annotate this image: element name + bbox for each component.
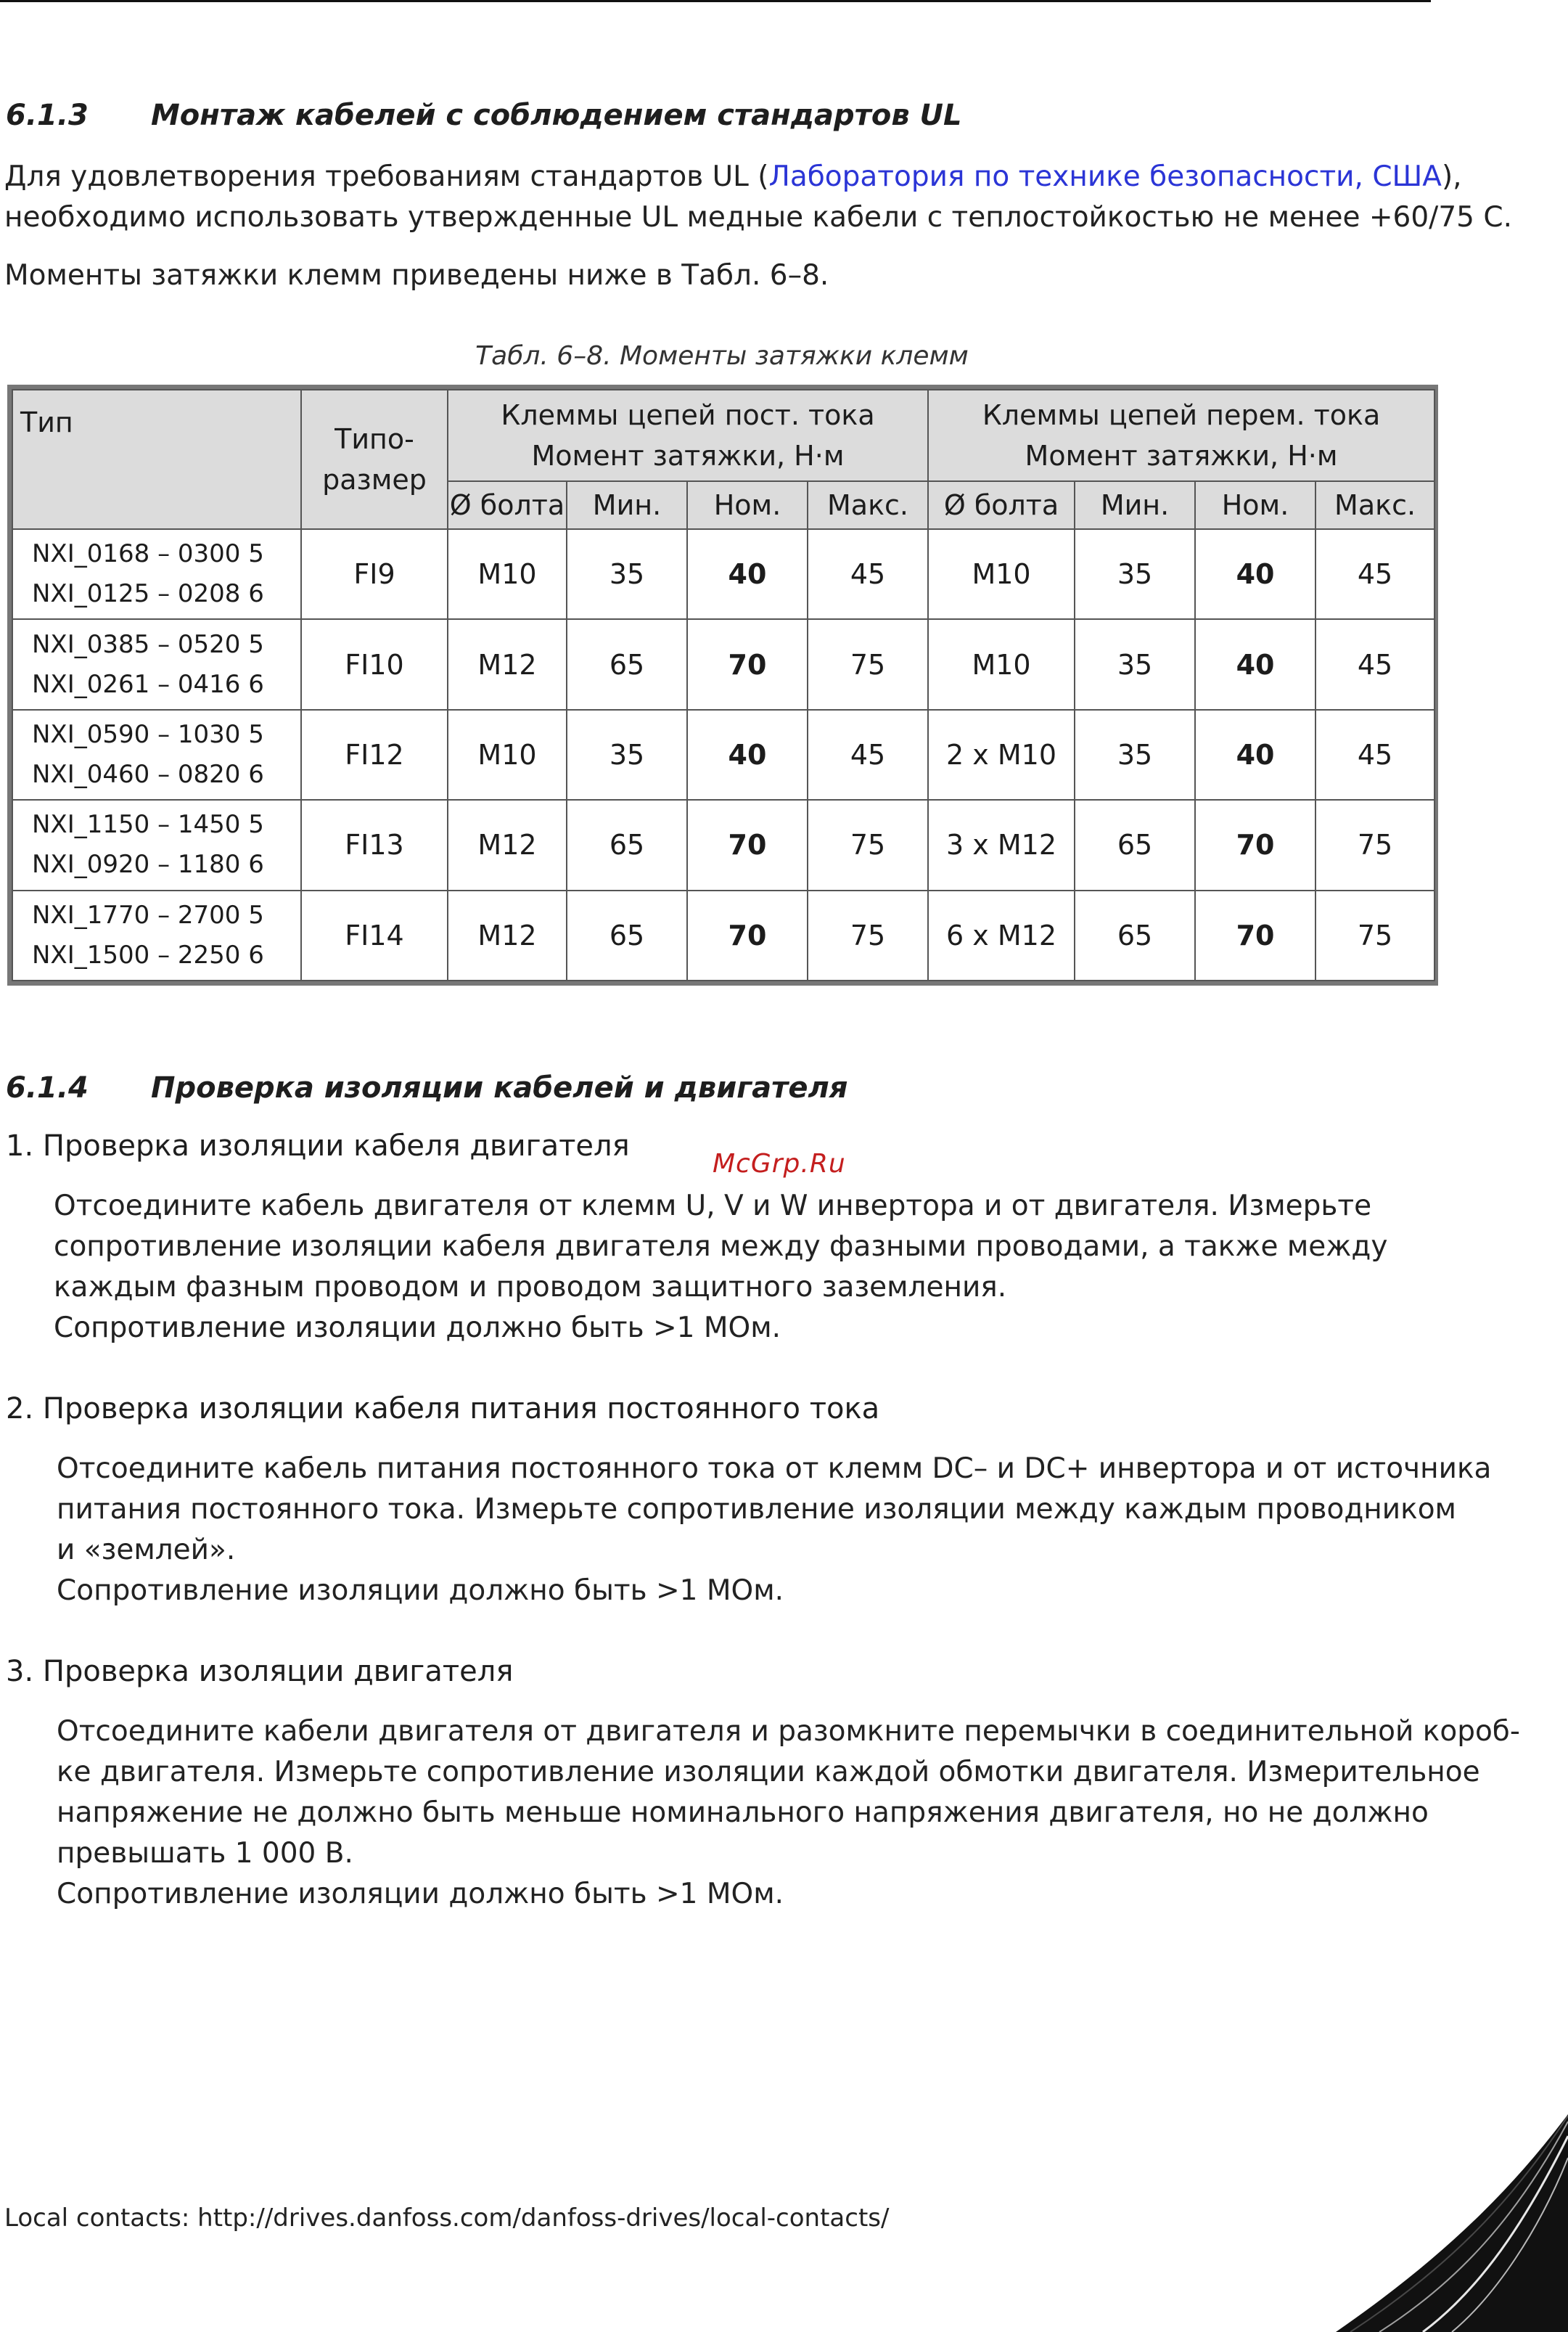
item-2-title: 2. Проверка изоляции кабеля питания постоянного тока [6, 1392, 880, 1425]
type-line-1: NXI_0590 – 1030 5 [32, 719, 264, 749]
dc-nom-cell: 70 [687, 800, 808, 890]
table-row [12, 619, 1434, 709]
item-1-line: Сопротивление изоляции должно быть >1 МОм. [54, 1312, 781, 1344]
ac-min-cell: 65 [1075, 800, 1195, 890]
ac-bolt-cell: 6 x M12 [928, 891, 1075, 981]
size-cell: FI14 [301, 891, 448, 981]
header-ac-line1: Клеммы цепей перем. тока [982, 399, 1381, 431]
watermark: McGrp.Ru [713, 1149, 846, 1179]
section-number: 6.1.4 [6, 1071, 89, 1105]
size-cell: FI13 [301, 800, 448, 890]
dc-min-cell: 65 [567, 891, 687, 981]
header-dc-min: Мин. [567, 481, 687, 529]
type-line-2: NXI_1500 – 2250 6 [32, 940, 264, 970]
ac-nom-cell: 40 [1195, 619, 1315, 709]
ac-nom-cell: 70 [1195, 891, 1315, 981]
header-size-line2: размер [322, 464, 427, 496]
item-1-title: 1. Проверка изоляции кабеля двигателя [6, 1129, 630, 1163]
header-ac-min: Мин. [1075, 481, 1195, 529]
item-2-line: Отсоедините кабель питания постоянного тока от клемм DC– и DC+ инвертора и от источника [57, 1452, 1492, 1485]
header-ac-nom: Ном. [1195, 481, 1315, 529]
dc-nom-cell: 40 [687, 710, 808, 800]
ac-max-cell: 45 [1315, 710, 1434, 800]
corner-swoosh-graphic [1263, 2114, 1568, 2332]
intro-line-1 [4, 157, 1462, 197]
intro-text: Для удовлетворения требованиям стандартов UL ( [4, 160, 769, 193]
intro-text-post: ), [1441, 160, 1462, 193]
size-cell: FI10 [301, 619, 448, 709]
ac-min-cell: 35 [1075, 529, 1195, 619]
ac-nom-cell: 40 [1195, 529, 1315, 619]
type-line-1: NXI_0385 – 0520 5 [32, 629, 264, 659]
type-line-2: NXI_0261 – 0416 6 [32, 669, 264, 699]
ac-nom-cell: 40 [1195, 710, 1315, 800]
dc-bolt-cell: M12 [448, 891, 567, 981]
header-dc-max: Макс. [808, 481, 928, 529]
item-3-line: превышать 1 000 В. [57, 1837, 353, 1870]
header-dc-bolt: Ø болта [448, 481, 567, 529]
ac-bolt-cell: 2 x M10 [928, 710, 1075, 800]
header-type: Тип [12, 390, 301, 529]
dc-nom-cell: 70 [687, 619, 808, 709]
item-3-line: напряжение не должно быть меньше номинального напряжения двигателя, но не должно [57, 1796, 1429, 1829]
dc-bolt-cell: M10 [448, 710, 567, 800]
ac-max-cell: 45 [1315, 529, 1434, 619]
intro-line-3: Моменты затяжки клемм приведены ниже в Табл. 6–8. [4, 259, 829, 292]
header-dc-line1: Клеммы цепей пост. тока [501, 399, 875, 431]
footer-local-contacts: Local contacts: http://drives.danfoss.com/danfoss-drives/local-contacts/ [4, 2204, 890, 2233]
torque-table [7, 385, 1438, 986]
header-size-line1: Типо- [334, 423, 414, 455]
type-line-2: NXI_0920 – 1180 6 [32, 850, 264, 880]
table-caption: Табл. 6–8. Моменты затяжки клемм [475, 341, 969, 371]
item-2-line: Сопротивление изоляции должно быть >1 МОм. [57, 1574, 784, 1607]
type-line-1: NXI_1150 – 1450 5 [32, 810, 264, 840]
type-cell [12, 710, 301, 800]
size-cell: FI12 [301, 710, 448, 800]
ac-min-cell: 35 [1075, 619, 1195, 709]
section-number: 6.1.3 [6, 99, 89, 132]
dc-max-cell: 45 [808, 710, 928, 800]
type-line-2: NXI_0125 – 0208 6 [32, 579, 264, 609]
header-ac-bolt: Ø болта [928, 481, 1075, 529]
ul-link[interactable]: Лаборатория по технике безопасности, США [768, 160, 1442, 193]
type-cell [12, 619, 301, 709]
item-3-title: 3. Проверка изоляции двигателя [6, 1655, 514, 1688]
type-cell [12, 529, 301, 619]
dc-nom-cell: 70 [687, 891, 808, 981]
item-2-line: и «землей». [57, 1534, 236, 1566]
dc-min-cell: 35 [567, 529, 687, 619]
ac-bolt-cell: M10 [928, 619, 1075, 709]
header-dc [448, 390, 928, 481]
dc-max-cell: 75 [808, 800, 928, 890]
ac-nom-cell: 70 [1195, 800, 1315, 890]
type-line-1: NXI_1770 – 2700 5 [32, 900, 264, 930]
table-row [12, 529, 1434, 619]
item-3-line: ке двигателя. Измерьте сопротивление изоляции каждой обмотки двигателя. Измерительное [57, 1756, 1480, 1788]
header-size [301, 390, 448, 529]
ac-min-cell: 65 [1075, 891, 1195, 981]
dc-bolt-cell: M12 [448, 800, 567, 890]
intro-line-2: необходимо использовать утвержденные UL медные кабели с теплостойкостью не менее +60/75 С. [4, 201, 1512, 234]
dc-max-cell: 45 [808, 529, 928, 619]
header-ac-line2: Момент затяжки, Н·м [1025, 440, 1338, 472]
dc-bolt-cell: M10 [448, 529, 567, 619]
item-1-line: сопротивление изоляции кабеля двигателя между фазными проводами, а также между [54, 1230, 1388, 1263]
header-ac [928, 390, 1434, 481]
header-ac-max: Макс. [1315, 481, 1434, 529]
type-line-1: NXI_0168 – 0300 5 [32, 539, 264, 569]
item-3-line: Сопротивление изоляции должно быть >1 МОм. [57, 1878, 784, 1910]
item-1-line: каждым фазным проводом и проводом защитного заземления. [54, 1271, 1007, 1304]
section-title: Проверка изоляции кабелей и двигателя [151, 1071, 848, 1105]
item-1-line: Отсоедините кабель двигателя от клемм U, V и W инвертора и от двигателя. Измерьте [54, 1190, 1372, 1222]
dc-max-cell: 75 [808, 891, 928, 981]
dc-min-cell: 65 [567, 619, 687, 709]
type-line-2: NXI_0460 – 0820 6 [32, 759, 264, 789]
dc-bolt-cell: M12 [448, 619, 567, 709]
ac-bolt-cell: M10 [928, 529, 1075, 619]
dc-min-cell: 65 [567, 800, 687, 890]
dc-nom-cell: 40 [687, 529, 808, 619]
item-3-line: Отсоедините кабели двигателя от двигателя и разомкните перемычки в соединительной короб- [57, 1715, 1520, 1748]
table-row [12, 891, 1434, 981]
type-cell [12, 891, 301, 981]
type-cell [12, 800, 301, 890]
section-title: Монтаж кабелей с соблюдением стандартов UL [151, 99, 962, 132]
table-row [12, 800, 1434, 890]
header-dc-line2: Момент затяжки, Н·м [531, 440, 845, 472]
item-2-line: питания постоянного тока. Измерьте сопротивление изоляции между каждым проводником [57, 1493, 1456, 1526]
size-cell: FI9 [301, 529, 448, 619]
ac-max-cell: 45 [1315, 619, 1434, 709]
header-dc-nom: Ном. [687, 481, 808, 529]
ac-max-cell: 75 [1315, 800, 1434, 890]
ac-bolt-cell: 3 x M12 [928, 800, 1075, 890]
table-row [12, 710, 1434, 800]
dc-min-cell: 35 [567, 710, 687, 800]
dc-max-cell: 75 [808, 619, 928, 709]
ac-max-cell: 75 [1315, 891, 1434, 981]
ac-min-cell: 35 [1075, 710, 1195, 800]
top-rule [0, 0, 1431, 2]
